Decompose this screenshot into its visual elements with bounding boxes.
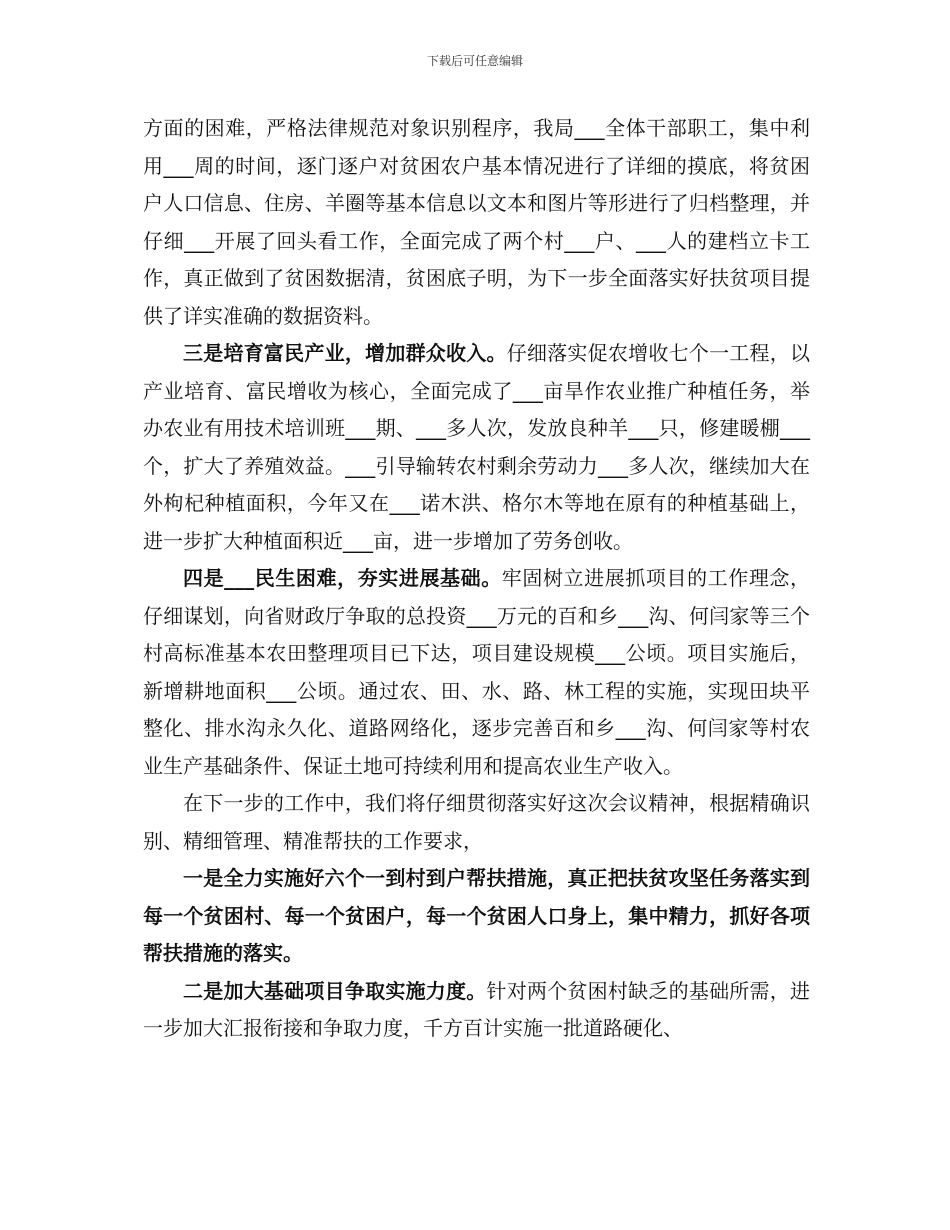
paragraph-5-lead: 一是全力实施好六个一到村到户帮扶措施，真正把扶贫攻坚任务落实到每一个贫困村、每一个贫困户，每一个贫困人口身上，集中精力，抓好各项帮扶措施的落实。: [143, 866, 810, 965]
paragraph-2-text: 仔细落实促农增收七个一工程，以产业培育、富民增收为核心，全面完成了___亩旱作农业推广种植任务，举办农业有用技术培训班___期、___多人次，发放良种羊___只，修建暖棚___个，扩大了养殖效益。___引导输转农村剩余劳动力___多人次，继续加大在外枸杞种植面积，今年又在___诺木洪、格尔木等地在原有的种植基础上，进一步扩大种植面积近___亩，进一步增加了劳务创收。: [143, 341, 811, 553]
paragraph-3-lead: 四是___民生困难，夯实进展基础。: [183, 566, 502, 590]
paragraph-5: [143, 860, 810, 973]
paragraph-1-text: 方面的困难，严格法律规范对象识别程序，我局___全体干部职工，集中利用___周的时间，逐门逐户对贫困农户基本情况进行了详细的摸底，将贫困户人口信息、住房、羊圈等基本信息以文本和图片等形进行了归档整理，并仔细___开展了回头看工作，全面完成了两个村___户、___人的建档立卡工作，真正做到了贫困数据清，贫困底子明，为下一步全面落实好扶贫项目提供了详实准确的数据资料。: [143, 116, 810, 328]
paragraph-3: [143, 560, 810, 785]
paragraph-6-lead: 二是加大基础项目争取实施力度。: [183, 978, 487, 1003]
paragraph-1: [143, 110, 810, 335]
paragraph-4-text: 在下一步的工作中，我们将仔细贯彻落实好这次会议精神，根据精确识别、精细管理、精准帮扶的工作要求，: [143, 791, 810, 853]
paragraph-2-lead: 三是培育富民产业，增加群众收入。: [183, 341, 507, 365]
paragraph-6: [143, 973, 810, 1048]
document-body: [143, 110, 810, 1048]
page-header: 下载后可任意编辑: [426, 54, 523, 68]
paragraph-3-text: 牢固树立进展抓项目的工作理念，仔细谋划，向省财政厅争取的总投资___万元的百和乡___沟、何闫家等三个村高标准基本农田整理项目已下达，项目建设规模___公顷。项目实施后，新增耕地面积___公顷。通过农、田、水、路、林工程的实施，实现田块平整化、排水沟永久化、道路网络化，逐步完善百和乡___沟、何闫家等村农业生产基础条件、保证土地可持续利用和提高农业生产收入。: [143, 566, 811, 778]
paragraph-6-text: 针对两个贫困村缺乏的基础所需，进一步加大汇报衔接和争取力度，千方百计实施一批道路硬化、: [143, 978, 810, 1040]
paragraph-4: [143, 785, 810, 860]
paragraph-2: [143, 335, 810, 560]
